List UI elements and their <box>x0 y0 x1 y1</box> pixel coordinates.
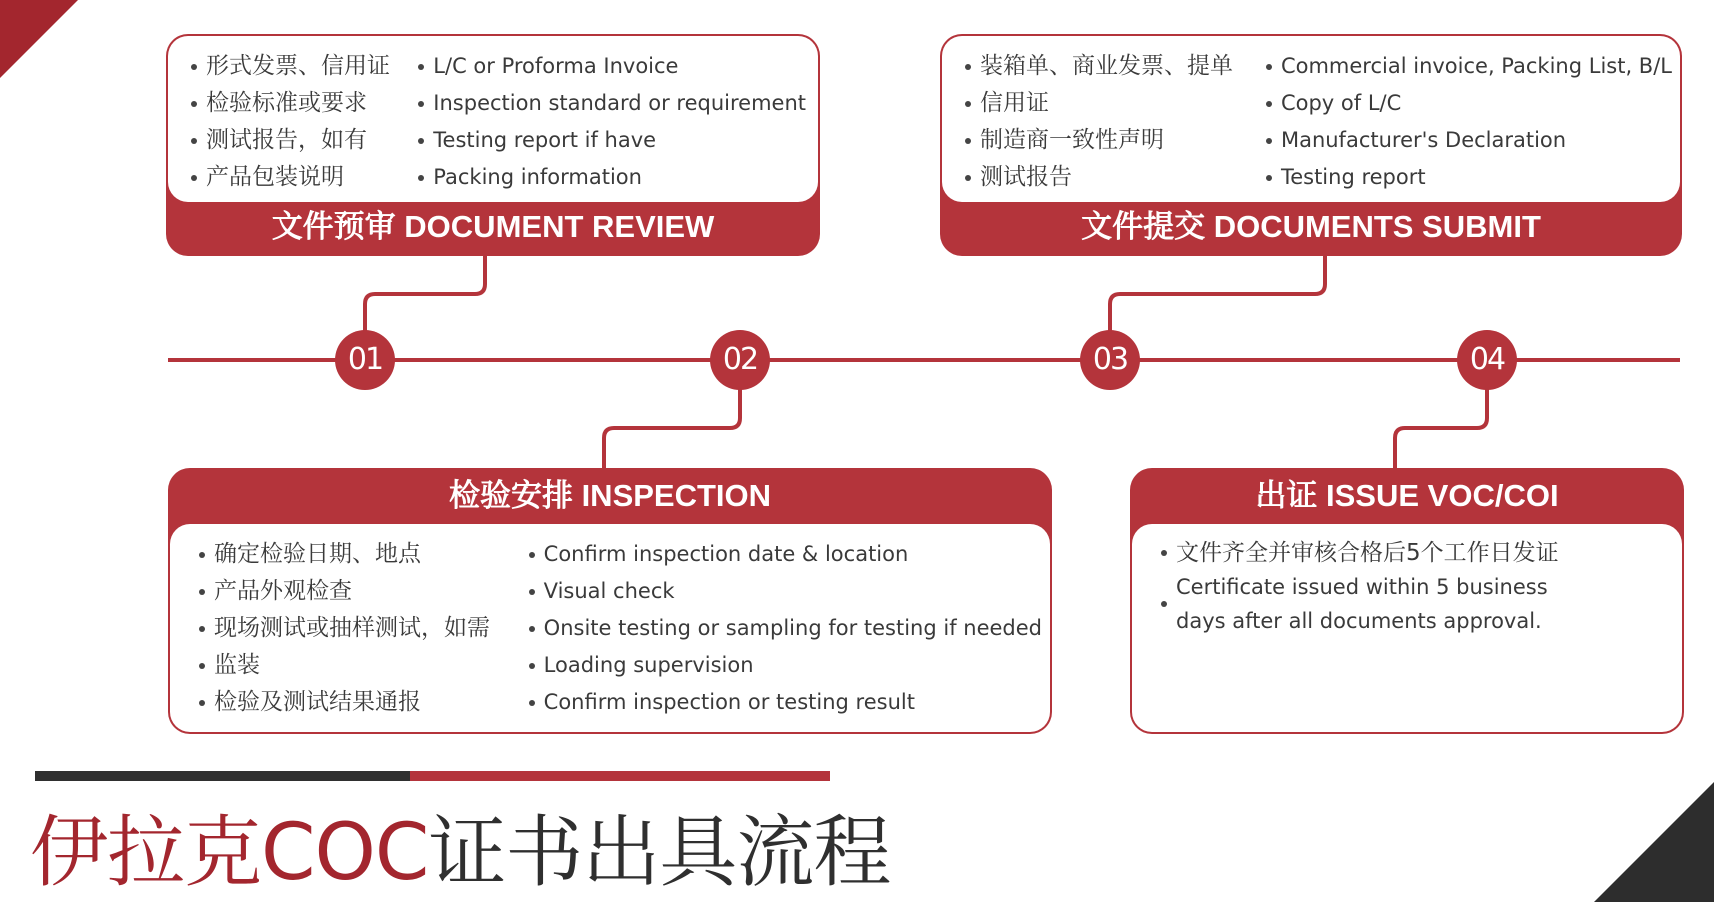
list-item: 测试报告，如有 <box>188 122 415 159</box>
list-item: Onsite testing or sampling for testing if needed <box>526 610 1042 647</box>
list-item: 确定检验日期、地点 <box>196 536 526 573</box>
card-document-review <box>166 34 820 256</box>
card-inspection-heading: 检验安排 INSPECTION <box>448 478 772 513</box>
list-item: Testing report <box>1263 159 1672 196</box>
step-node-04: 04 <box>1457 330 1517 390</box>
list-item: Packing information <box>415 159 806 196</box>
list-item: 装箱单、商业发票、提单 <box>962 48 1263 85</box>
card-document-review-heading: 文件预审 DOCUMENT REVIEW <box>271 209 715 244</box>
connector-02 <box>604 387 740 468</box>
list-item: Visual check <box>526 573 1042 610</box>
card-document-review-body <box>168 36 818 202</box>
list-item: Certificate issued within 5 business days after all documents approval. <box>1158 570 1596 638</box>
connector-03 <box>1110 256 1325 333</box>
card-issue-voc-coi-heading: 出证 ISSUE VOC/COI <box>1255 478 1559 513</box>
step-node-03: 03 <box>1080 330 1140 390</box>
list-item: 现场测试或抽样测试，如需 <box>196 610 526 647</box>
list-item: 制造商一致性声明 <box>962 122 1263 159</box>
document-review-zh-list <box>188 48 415 202</box>
page-title-dark: 证书出具流程 <box>428 808 891 898</box>
card-issue-voc-coi-body <box>1132 524 1682 732</box>
page-title-red: 伊拉克COC <box>30 808 429 898</box>
list-item: Testing report if have <box>415 122 806 159</box>
card-documents-submit <box>940 34 1682 256</box>
step-node-02: 02 <box>710 330 770 390</box>
documents-submit-en-list <box>1263 48 1672 202</box>
list-item: 测试报告 <box>962 159 1263 196</box>
list-item: 信用证 <box>962 85 1263 122</box>
title-underline-dark <box>35 771 410 781</box>
step-node-01: 01 <box>335 330 395 390</box>
card-documents-submit-heading: 文件提交 DOCUMENTS SUBMIT <box>1081 209 1541 244</box>
document-review-en-list <box>415 48 806 202</box>
connector-01 <box>365 256 485 333</box>
page-title <box>30 790 890 902</box>
list-item: Inspection standard or requirement <box>415 85 806 122</box>
inspection-zh-list <box>196 536 526 732</box>
connector-04 <box>1395 387 1487 468</box>
list-item: 检验标准或要求 <box>188 85 415 122</box>
list-item: 监装 <box>196 647 526 684</box>
list-item: 形式发票、信用证 <box>188 48 415 85</box>
list-item: 产品外观检查 <box>196 573 526 610</box>
inspection-en-list <box>526 536 1042 732</box>
title-underline-red <box>410 771 830 781</box>
card-documents-submit-body <box>942 36 1680 202</box>
issue-list <box>1158 536 1596 732</box>
list-item: Loading supervision <box>526 647 1042 684</box>
card-inspection-body <box>170 524 1050 732</box>
card-issue-voc-coi <box>1130 468 1684 734</box>
documents-submit-zh-list <box>962 48 1263 202</box>
list-item: L/C or Proforma Invoice <box>415 48 806 85</box>
list-item: Copy of L/C <box>1263 85 1672 122</box>
card-inspection <box>168 468 1052 734</box>
list-item: 文件齐全并审核合格后5个工作日发证 <box>1158 536 1596 570</box>
list-item: Confirm inspection date & location <box>526 536 1042 573</box>
list-item: Manufacturer's Declaration <box>1263 122 1672 159</box>
list-item: 产品包装说明 <box>188 159 415 196</box>
list-item: Confirm inspection or testing result <box>526 684 1042 721</box>
list-item: 检验及测试结果通报 <box>196 684 526 721</box>
list-item: Commercial invoice, Packing List, B/L <box>1263 48 1672 85</box>
